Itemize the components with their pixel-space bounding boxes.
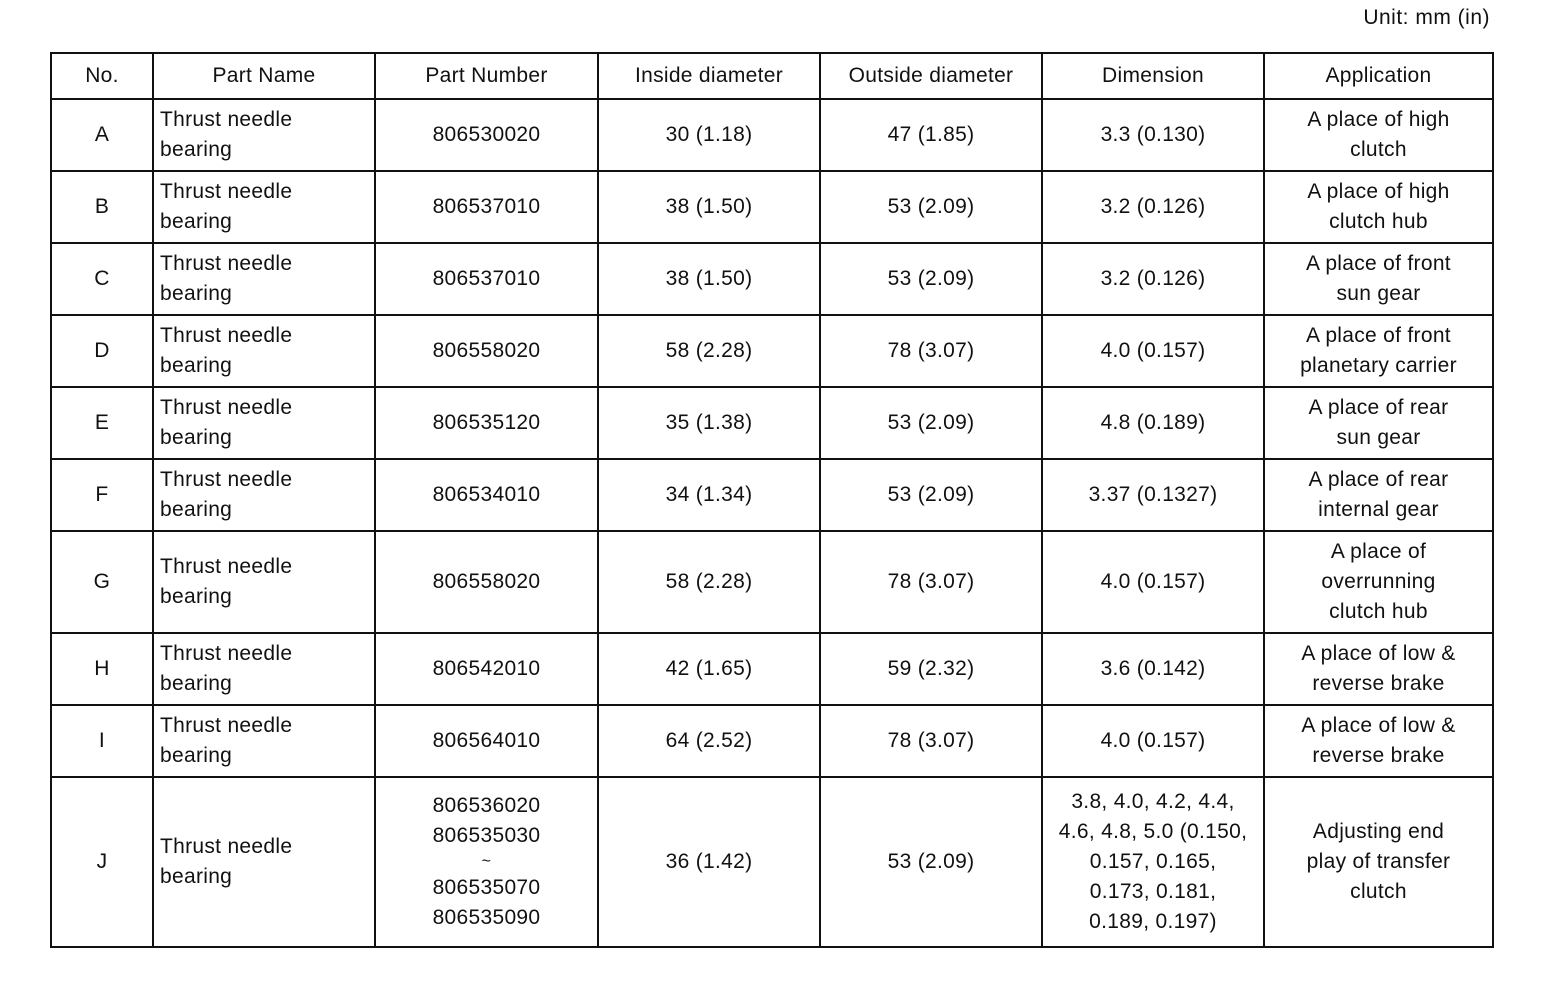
cell-outside-diameter: 78 (3.07): [820, 705, 1042, 777]
cell-application: A place of front sun gear: [1264, 243, 1493, 315]
cell-outside-diameter: 53 (2.09): [820, 243, 1042, 315]
cell-application: Adjusting end play of transfer clutch: [1264, 777, 1493, 947]
cell-part-number: 806534010: [375, 459, 598, 531]
header-row: [51, 53, 1493, 99]
cell-outside-diameter: 53 (2.09): [820, 777, 1042, 947]
cell-application: A place of overrunning clutch hub: [1264, 531, 1493, 633]
header-part-name: Part Name: [153, 53, 375, 99]
header-inside-diameter: Inside diameter: [598, 53, 820, 99]
cell-dimension: 4.8 (0.189): [1042, 387, 1264, 459]
cell-inside-diameter: 34 (1.34): [598, 459, 820, 531]
header-no: No.: [51, 53, 153, 99]
cell-application: A place of high clutch: [1264, 99, 1493, 171]
cell-part-number: 806542010: [375, 633, 598, 705]
cell-part-name: Thrust needle bearing: [153, 315, 375, 387]
cell-application: A place of high clutch hub: [1264, 171, 1493, 243]
cell-inside-diameter: 42 (1.65): [598, 633, 820, 705]
cell-dimension: 3.3 (0.130): [1042, 99, 1264, 171]
cell-part-name: Thrust needle bearing: [153, 243, 375, 315]
cell-no: H: [51, 633, 153, 705]
cell-no: E: [51, 387, 153, 459]
cell-outside-diameter: 78 (3.07): [820, 315, 1042, 387]
header-outside-diameter: Outside diameter: [820, 53, 1042, 99]
cell-dimension: 4.0 (0.157): [1042, 705, 1264, 777]
cell-dimension: 4.0 (0.157): [1042, 315, 1264, 387]
cell-no: B: [51, 171, 153, 243]
cell-application: A place of rear sun gear: [1264, 387, 1493, 459]
cell-part-number: 806564010: [375, 705, 598, 777]
cell-no: A: [51, 99, 153, 171]
cell-part-number: 806537010: [375, 243, 598, 315]
table-row: [51, 459, 1493, 531]
cell-outside-diameter: 53 (2.09): [820, 387, 1042, 459]
cell-part-name: Thrust needle bearing: [153, 705, 375, 777]
cell-part-name: Thrust needle bearing: [153, 633, 375, 705]
cell-inside-diameter: 38 (1.50): [598, 171, 820, 243]
table-row: [51, 705, 1493, 777]
cell-no: J: [51, 777, 153, 947]
cell-outside-diameter: 59 (2.32): [820, 633, 1042, 705]
cell-part-number: 806537010: [375, 171, 598, 243]
header-part-number: Part Number: [375, 53, 598, 99]
unit-label: Unit: mm (in): [1363, 6, 1490, 29]
cell-outside-diameter: 78 (3.07): [820, 531, 1042, 633]
table-row: [51, 243, 1493, 315]
cell-no: C: [51, 243, 153, 315]
cell-outside-diameter: 53 (2.09): [820, 171, 1042, 243]
cell-application: A place of rear internal gear: [1264, 459, 1493, 531]
cell-inside-diameter: 58 (2.28): [598, 531, 820, 633]
cell-part-number: 806558020: [375, 315, 598, 387]
cell-part-number: 806536020 806535030 ~ 806535070 806535090: [375, 777, 598, 947]
cell-outside-diameter: 53 (2.09): [820, 459, 1042, 531]
table-row: [51, 531, 1493, 633]
cell-application: A place of front planetary carrier: [1264, 315, 1493, 387]
cell-inside-diameter: 38 (1.50): [598, 243, 820, 315]
cell-part-name: Thrust needle bearing: [153, 387, 375, 459]
cell-inside-diameter: 30 (1.18): [598, 99, 820, 171]
cell-no: D: [51, 315, 153, 387]
table-row: [51, 171, 1493, 243]
cell-dimension: 3.37 (0.1327): [1042, 459, 1264, 531]
cell-inside-diameter: 64 (2.52): [598, 705, 820, 777]
cell-no: G: [51, 531, 153, 633]
cell-no: I: [51, 705, 153, 777]
cell-dimension: 3.8, 4.0, 4.2, 4.4, 4.6, 4.8, 5.0 (0.150, 0.157, 0.165, 0.173, 0.181, 0.189, 0.197): [1042, 777, 1264, 947]
header-dimension: Dimension: [1042, 53, 1264, 99]
cell-outside-diameter: 47 (1.85): [820, 99, 1042, 171]
cell-application: A place of low & reverse brake: [1264, 633, 1493, 705]
cell-no: F: [51, 459, 153, 531]
cell-part-name: Thrust needle bearing: [153, 171, 375, 243]
cell-inside-diameter: 36 (1.42): [598, 777, 820, 947]
thrust-bearing-table: [50, 52, 1494, 948]
cell-part-number: 806535120: [375, 387, 598, 459]
header-application: Application: [1264, 53, 1493, 99]
table-row: [51, 633, 1493, 705]
table-row: [51, 315, 1493, 387]
cell-part-number: 806558020: [375, 531, 598, 633]
table-row: [51, 387, 1493, 459]
cell-dimension: 3.6 (0.142): [1042, 633, 1264, 705]
cell-inside-diameter: 35 (1.38): [598, 387, 820, 459]
cell-part-name: Thrust needle bearing: [153, 459, 375, 531]
cell-part-name: Thrust needle bearing: [153, 777, 375, 947]
cell-dimension: 4.0 (0.157): [1042, 531, 1264, 633]
cell-part-number: 806530020: [375, 99, 598, 171]
cell-application: A place of low & reverse brake: [1264, 705, 1493, 777]
table-row: [51, 99, 1493, 171]
cell-part-name: Thrust needle bearing: [153, 531, 375, 633]
cell-dimension: 3.2 (0.126): [1042, 243, 1264, 315]
cell-part-name: Thrust needle bearing: [153, 99, 375, 171]
cell-inside-diameter: 58 (2.28): [598, 315, 820, 387]
cell-dimension: 3.2 (0.126): [1042, 171, 1264, 243]
table-row: [51, 777, 1493, 947]
